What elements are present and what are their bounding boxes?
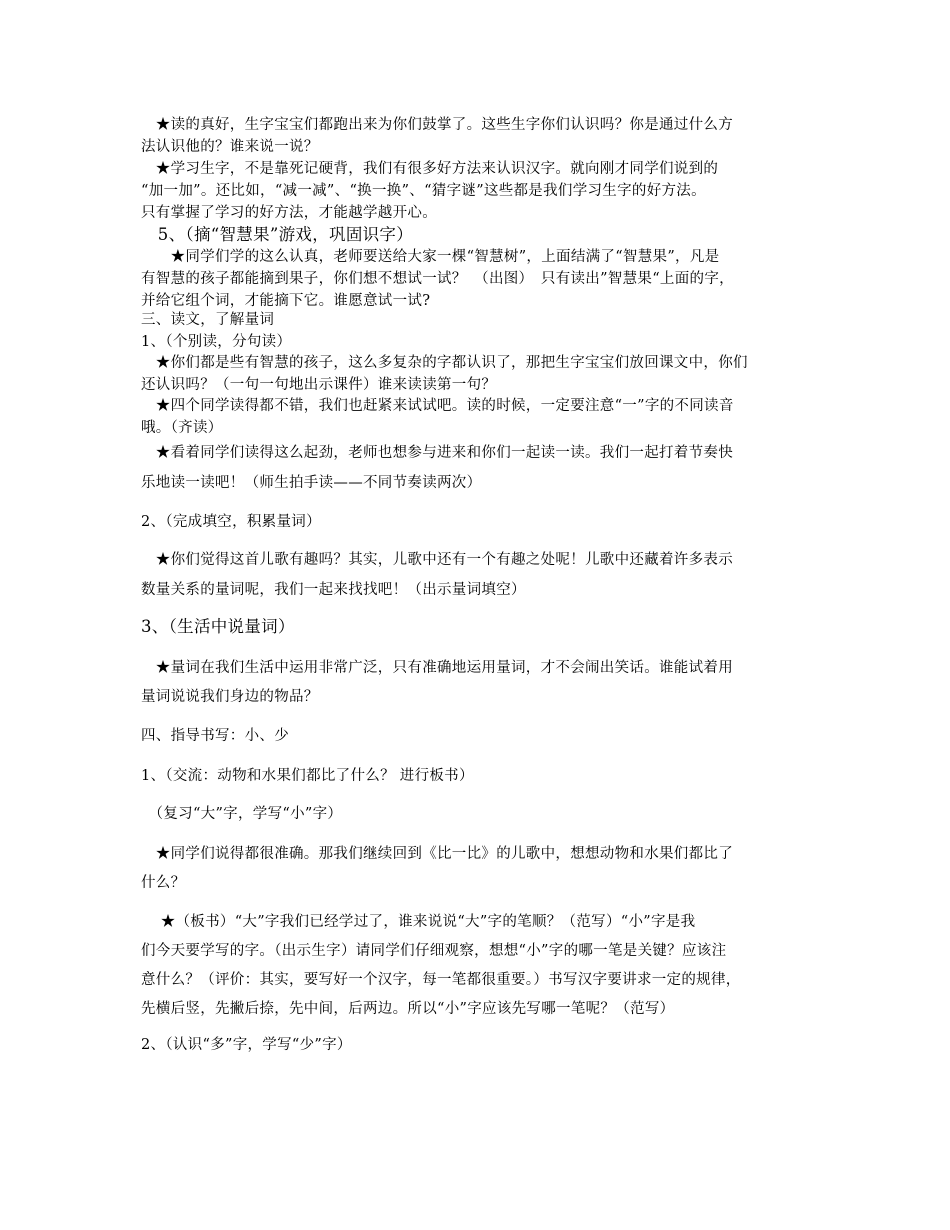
text-line: 数量关系的量词呢，我们一起来找找吧！（出示量词填空） (141, 582, 526, 598)
section-heading: 三、读文，了解量词 (141, 312, 275, 328)
text-line: “加一加”。还比如，“减一减”、“换一换”、“猜字谜”这些都是我们学习生字的好方法。 (141, 183, 706, 199)
text-line: ★同学们学的这么认真，老师要送给大家一棵“智慧树”，上面结满了“智慧果”，凡是 (141, 249, 720, 265)
text-line: ★（板书）“大”字我们已经学过了，谁来说说“大”字的笔顺？（范写）“小”字是我 (141, 914, 696, 930)
text-line: ★量词在我们生活中运用非常广泛，只有准确地运用量词，才不会闹出笑话。谁能试着用 (141, 660, 733, 676)
text-line: 还认识吗？（一句一句地出示课件）谁来读读第一句？ (141, 377, 497, 393)
text-line: 量词说说我们身边的物品？ (141, 689, 319, 705)
text-line: （复习“大”字，学写“小”字） (141, 806, 343, 822)
text-line: ★你们都是些有智慧的孩子，这么多复杂的字都认识了，那把生字宝宝们放回课文中，你们 (141, 355, 748, 371)
text-line: ★四个同学读得都不错，我们也赶紧来试试吧。读的时候，一定要注意“一”字的不同读音 (141, 398, 734, 414)
section-heading: 5、（摘“智慧果”游戏，巩固识字） (141, 225, 414, 244)
text-line: 们今天要学写的字。（出示生字）请同学们仔细观察，想想“小”字的哪一笔是关键？应该注 (141, 943, 727, 959)
subsection-heading: 3、（生活中说量词） (141, 617, 295, 636)
text-line: 乐地读一读吧！（师生拍手读——不同节奏读两次） (141, 475, 482, 491)
text-line: 什么？ (141, 875, 186, 891)
subsection-heading: 2、（完成填空，积累量词） (141, 514, 321, 530)
text-line: 意什么？（评价：其实，要写好一个汉字，每一笔都很重要。）书写汉字要讲求一定的规律， (141, 972, 741, 988)
text-line: 只有掌握了学习的好方法，才能越学越开心。 (141, 205, 437, 221)
text-line: ★学习生字，不是靠死记硬背，我们有很多好方法来认识汉字。就向刚才同学们说到的 (141, 161, 719, 177)
section-heading: 四、指导书写：小、少 (141, 728, 289, 744)
subsection-heading: 1、（交流：动物和水果们都比了什么？ 进行板书） (141, 768, 474, 784)
text-line: 有智慧的孩子都能摘到果子，你们想不想试一试？ （出图） 只有读出”智慧果“上面的字， (141, 271, 734, 287)
text-line: ★你们觉得这首儿歌有趣吗？其实，儿歌中还有一个有趣之处呢！儿歌中还藏着许多表示 (141, 552, 733, 568)
text-line: 并给它组个词，才能摘下它。谁愿意试一试? (141, 293, 431, 309)
text-line: 法认识他的？谁来说一说？ (141, 139, 319, 155)
text-line: 哦。（齐读） (141, 420, 223, 436)
text-line: ★看着同学们读得这么起劲，老师也想参与进来和你们一起读一读。我们一起打着节奏快 (141, 445, 733, 461)
text-line: ★同学们说得都很准确。那我们继续回到《比一比》的儿歌中，想想动物和水果们都比了 (141, 846, 733, 862)
text-line: 先横后竖，先撇后捺，先中间，后两边。所以“小”字应该先写哪一笔呢？（范写） (141, 1001, 675, 1017)
text-line: ★读的真好，生字宝宝们都跑出来为你们鼓掌了。这些生字你们认识吗？你是通过什么方 (141, 117, 733, 133)
subsection-heading: 2、（认识“多”字，学写“少”字） (141, 1037, 352, 1053)
subsection-heading: 1、（个别读，分句读） (141, 334, 292, 350)
